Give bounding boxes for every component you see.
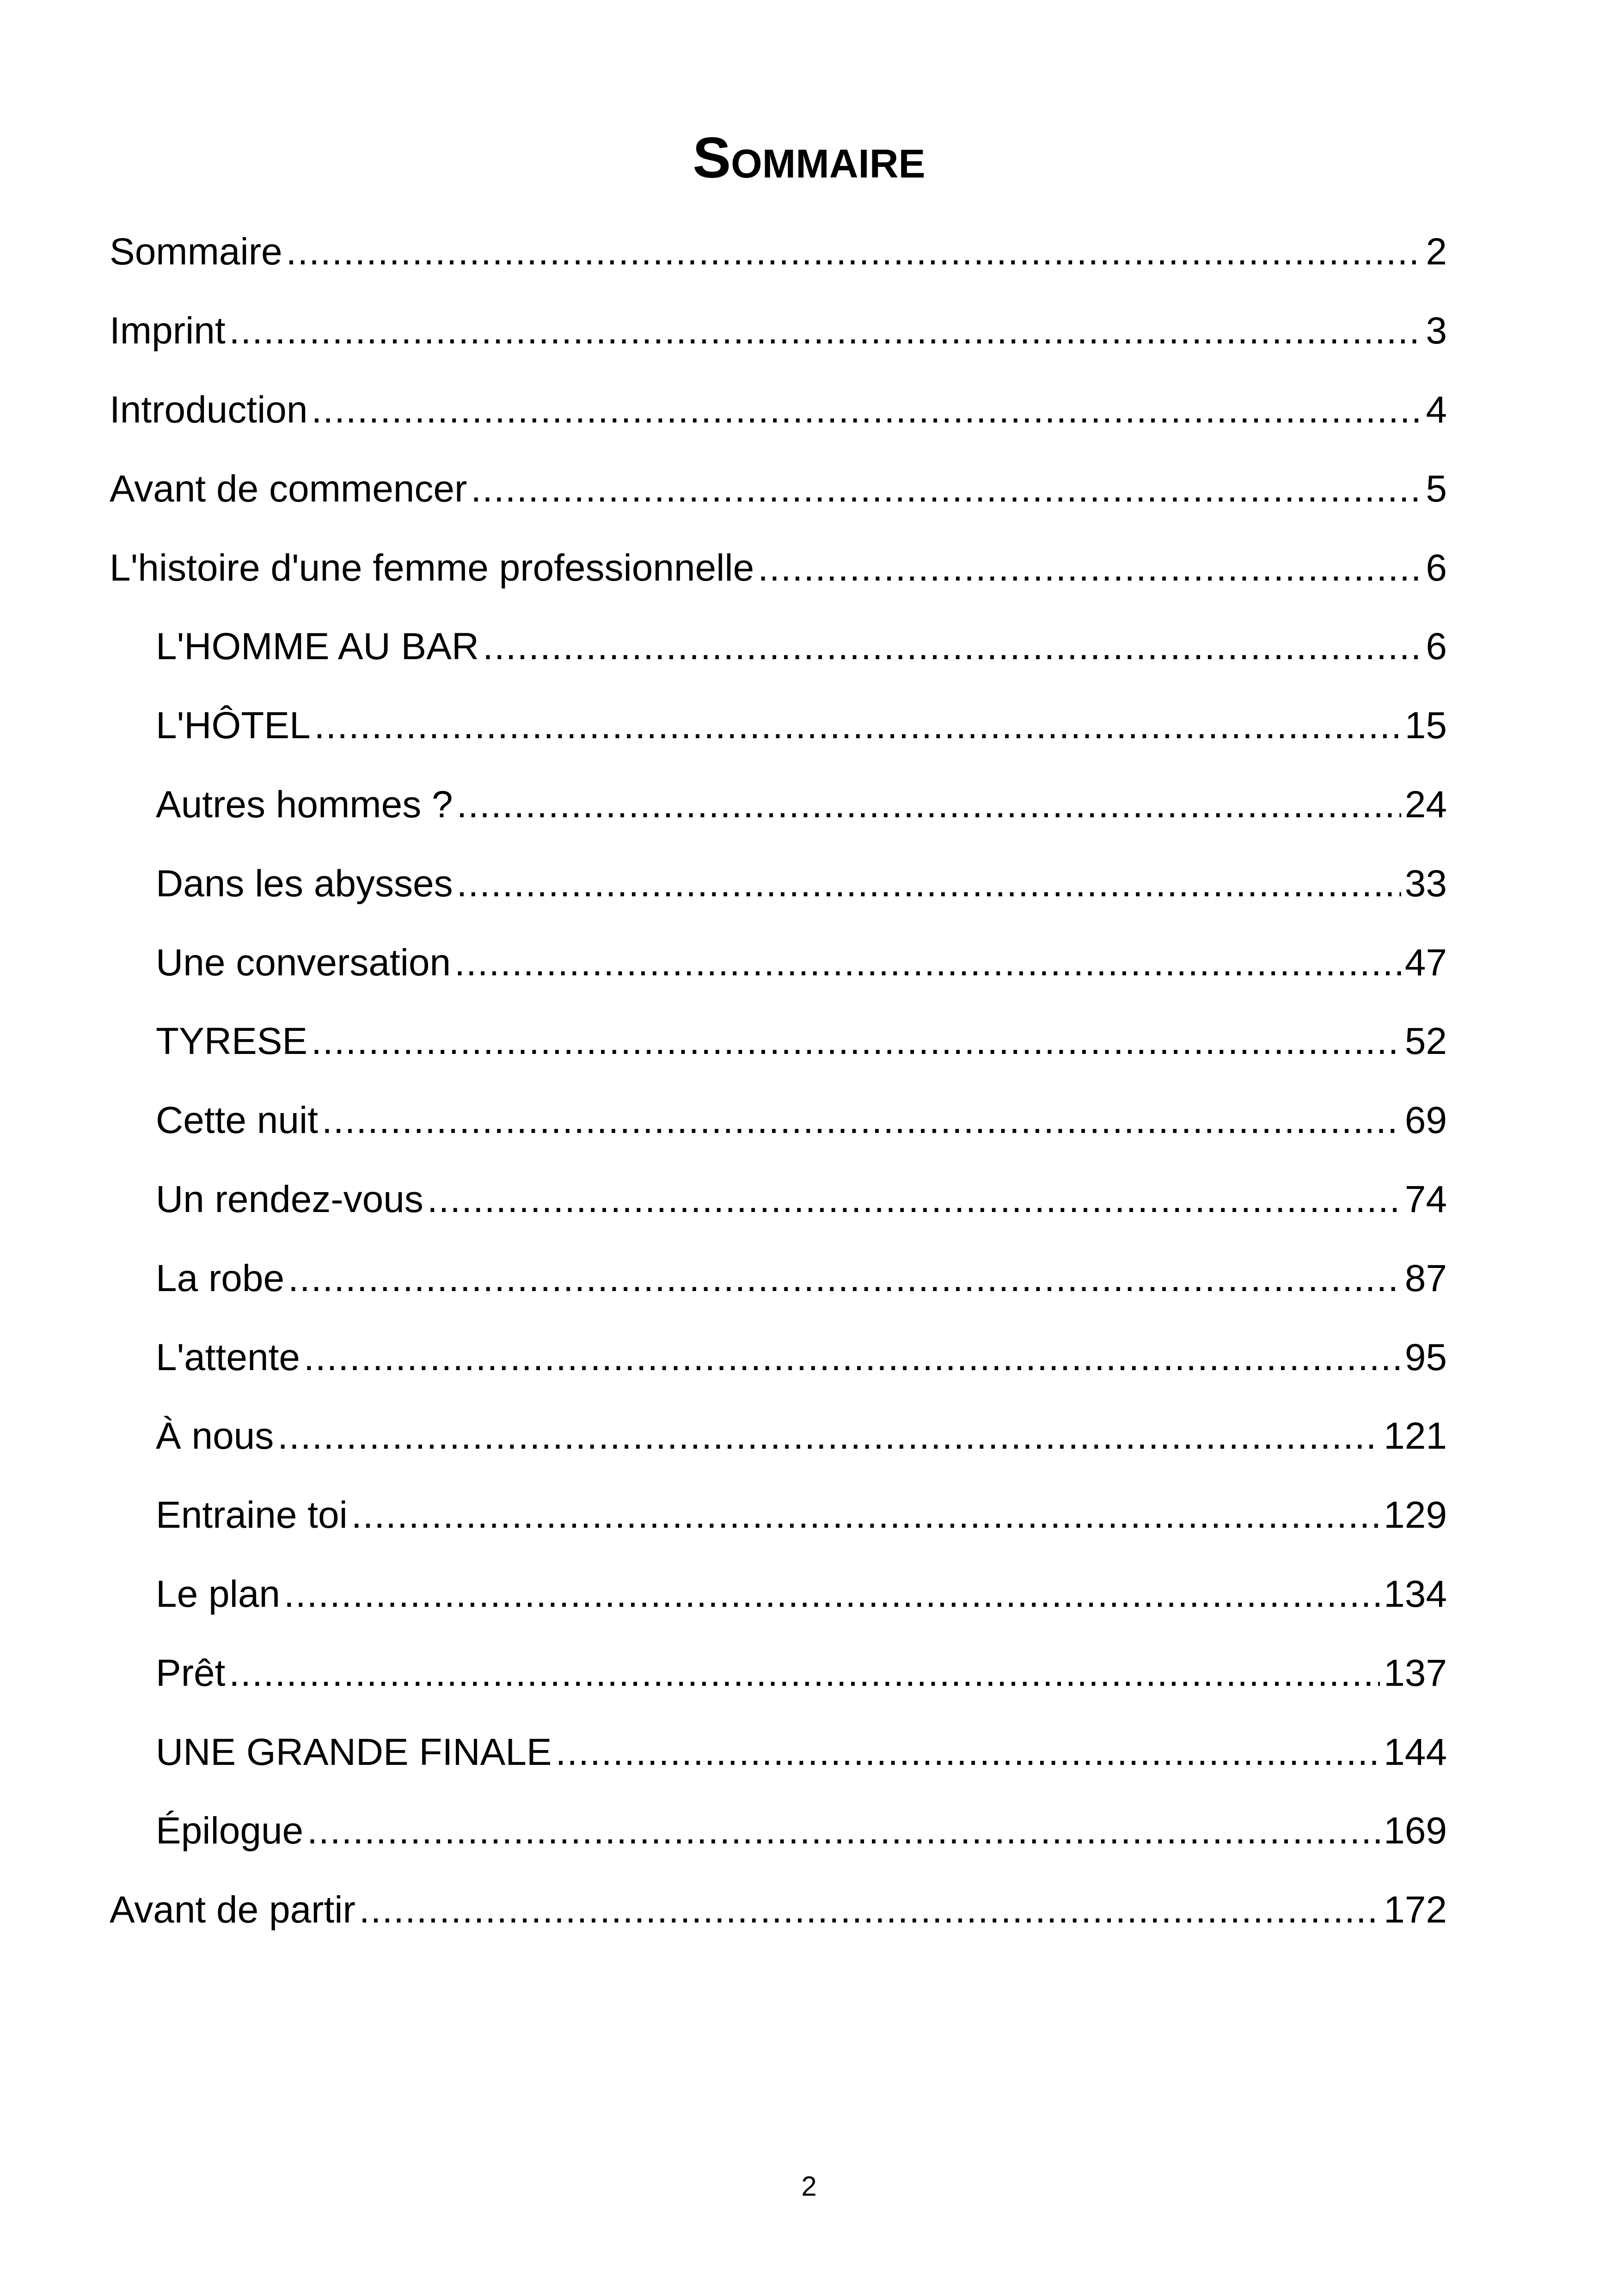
toc-dot-leader: [427, 1176, 1401, 1223]
toc-dot-leader: [304, 1335, 1401, 1381]
toc-entry[interactable]: [110, 371, 1447, 450]
toc-entry-page: 137: [1384, 1652, 1447, 1694]
toc-entry[interactable]: [110, 528, 1447, 607]
page-title: Sommaire: [693, 126, 925, 190]
toc-entry-page: 47: [1404, 941, 1447, 984]
toc-entry-label: Le plan: [156, 1573, 281, 1615]
toc-entry-page: 129: [1384, 1494, 1447, 1537]
toc-entry-label: Introduction: [110, 388, 308, 431]
toc-entry-page: 52: [1404, 1020, 1447, 1063]
toc-entry-page: 95: [1404, 1336, 1447, 1378]
toc-entry-page: 5: [1426, 467, 1447, 510]
toc-dot-leader: [311, 1018, 1401, 1065]
toc-entry-page: 33: [1404, 862, 1447, 905]
toc-entry[interactable]: [110, 1634, 1447, 1713]
toc-entry[interactable]: [110, 1713, 1447, 1792]
toc-dot-leader: [314, 703, 1401, 749]
toc-entry-label: Prêt: [156, 1652, 226, 1694]
toc-entry[interactable]: [110, 765, 1447, 845]
toc-entry[interactable]: [110, 1871, 1447, 1950]
toc-entry-label: Avant de commencer: [110, 467, 467, 510]
toc-dot-leader: [288, 1255, 1401, 1302]
toc-entry-page: 3: [1426, 310, 1447, 352]
toc-dot-leader: [758, 545, 1422, 591]
toc-entry-page: 169: [1384, 1810, 1447, 1852]
toc-dot-leader: [229, 308, 1422, 354]
toc-entry-page: 121: [1384, 1415, 1447, 1457]
toc-dot-leader: [307, 1808, 1380, 1854]
toc-entry-label: TYRESE: [156, 1020, 308, 1063]
toc-entry-label: UNE GRANDE FINALE: [156, 1731, 552, 1773]
toc-entry-label: L'histoire d'une femme professionnelle: [110, 546, 754, 589]
toc-dot-leader: [322, 1097, 1401, 1144]
toc-dot-leader: [457, 782, 1401, 828]
toc-entry-label: Cette nuit: [156, 1099, 318, 1142]
toc-dot-leader: [286, 229, 1422, 275]
toc-entry-label: Entraine toi: [156, 1494, 348, 1537]
toc-entry[interactable]: [110, 844, 1447, 923]
toc-entry-page: 134: [1384, 1573, 1447, 1615]
toc-entry-label: Épilogue: [156, 1810, 304, 1852]
toc-entry-label: L'HÔTEL: [156, 704, 311, 747]
toc-entry-page: 6: [1426, 625, 1447, 668]
toc-dot-leader: [454, 940, 1401, 986]
toc-entry-label: L'HOMME AU BAR: [156, 625, 479, 668]
toc-entry[interactable]: [110, 923, 1447, 1002]
toc-dot-leader: [351, 1492, 1380, 1538]
toc-entry-label: Dans les abysses: [156, 862, 453, 905]
toc-dot-leader: [312, 387, 1422, 433]
toc-entry-label: La robe: [156, 1257, 285, 1299]
toc-entry[interactable]: [110, 1318, 1447, 1397]
toc-entry-label: À nous: [156, 1415, 274, 1457]
toc-entry-page: 144: [1384, 1731, 1447, 1773]
page-number: 2: [801, 2171, 817, 2202]
toc-entry[interactable]: [110, 1239, 1447, 1318]
toc-entry-page: 87: [1404, 1257, 1447, 1299]
toc-entry-page: 4: [1426, 388, 1447, 431]
toc-dot-leader: [471, 466, 1422, 512]
toc-entry-label: Imprint: [110, 310, 226, 352]
toc-entry-page: 172: [1384, 1889, 1447, 1931]
toc-entry-label: Une conversation: [156, 941, 451, 984]
toc-entry-label: Autres hommes ?: [156, 783, 453, 826]
toc-entry-label: L'attente: [156, 1336, 300, 1378]
toc-dot-leader: [483, 624, 1422, 670]
toc-entry[interactable]: [110, 1476, 1447, 1555]
toc-entry-label: Avant de partir: [110, 1889, 355, 1931]
toc-dot-leader: [359, 1887, 1380, 1933]
toc-entry-label: Un rendez-vous: [156, 1178, 423, 1220]
toc-entry[interactable]: [110, 1081, 1447, 1160]
toc-dot-leader: [457, 861, 1401, 907]
toc-dot-leader: [277, 1413, 1380, 1459]
toc-entry[interactable]: [110, 686, 1447, 765]
toc-entry-page: 24: [1404, 783, 1447, 826]
toc-dot-leader: [556, 1729, 1380, 1776]
toc-entry[interactable]: [110, 213, 1447, 292]
table-of-contents: [110, 213, 1447, 1950]
toc-entry[interactable]: [110, 1792, 1447, 1871]
toc-entry[interactable]: [110, 1555, 1447, 1634]
toc-entry[interactable]: [110, 1002, 1447, 1081]
toc-entry[interactable]: [110, 1397, 1447, 1476]
toc-entry-page: 15: [1404, 704, 1447, 747]
toc-dot-leader: [284, 1571, 1380, 1617]
toc-entry[interactable]: [110, 607, 1447, 686]
toc-entry-label: Sommaire: [110, 231, 282, 273]
toc-entry-page: 6: [1426, 546, 1447, 589]
toc-entry[interactable]: [110, 449, 1447, 528]
toc-entry[interactable]: [110, 1160, 1447, 1239]
toc-entry-page: 74: [1404, 1178, 1447, 1220]
toc-entry-page: 69: [1404, 1099, 1447, 1142]
toc-entry[interactable]: [110, 292, 1447, 371]
toc-dot-leader: [229, 1650, 1380, 1696]
toc-entry-page: 2: [1426, 231, 1447, 273]
